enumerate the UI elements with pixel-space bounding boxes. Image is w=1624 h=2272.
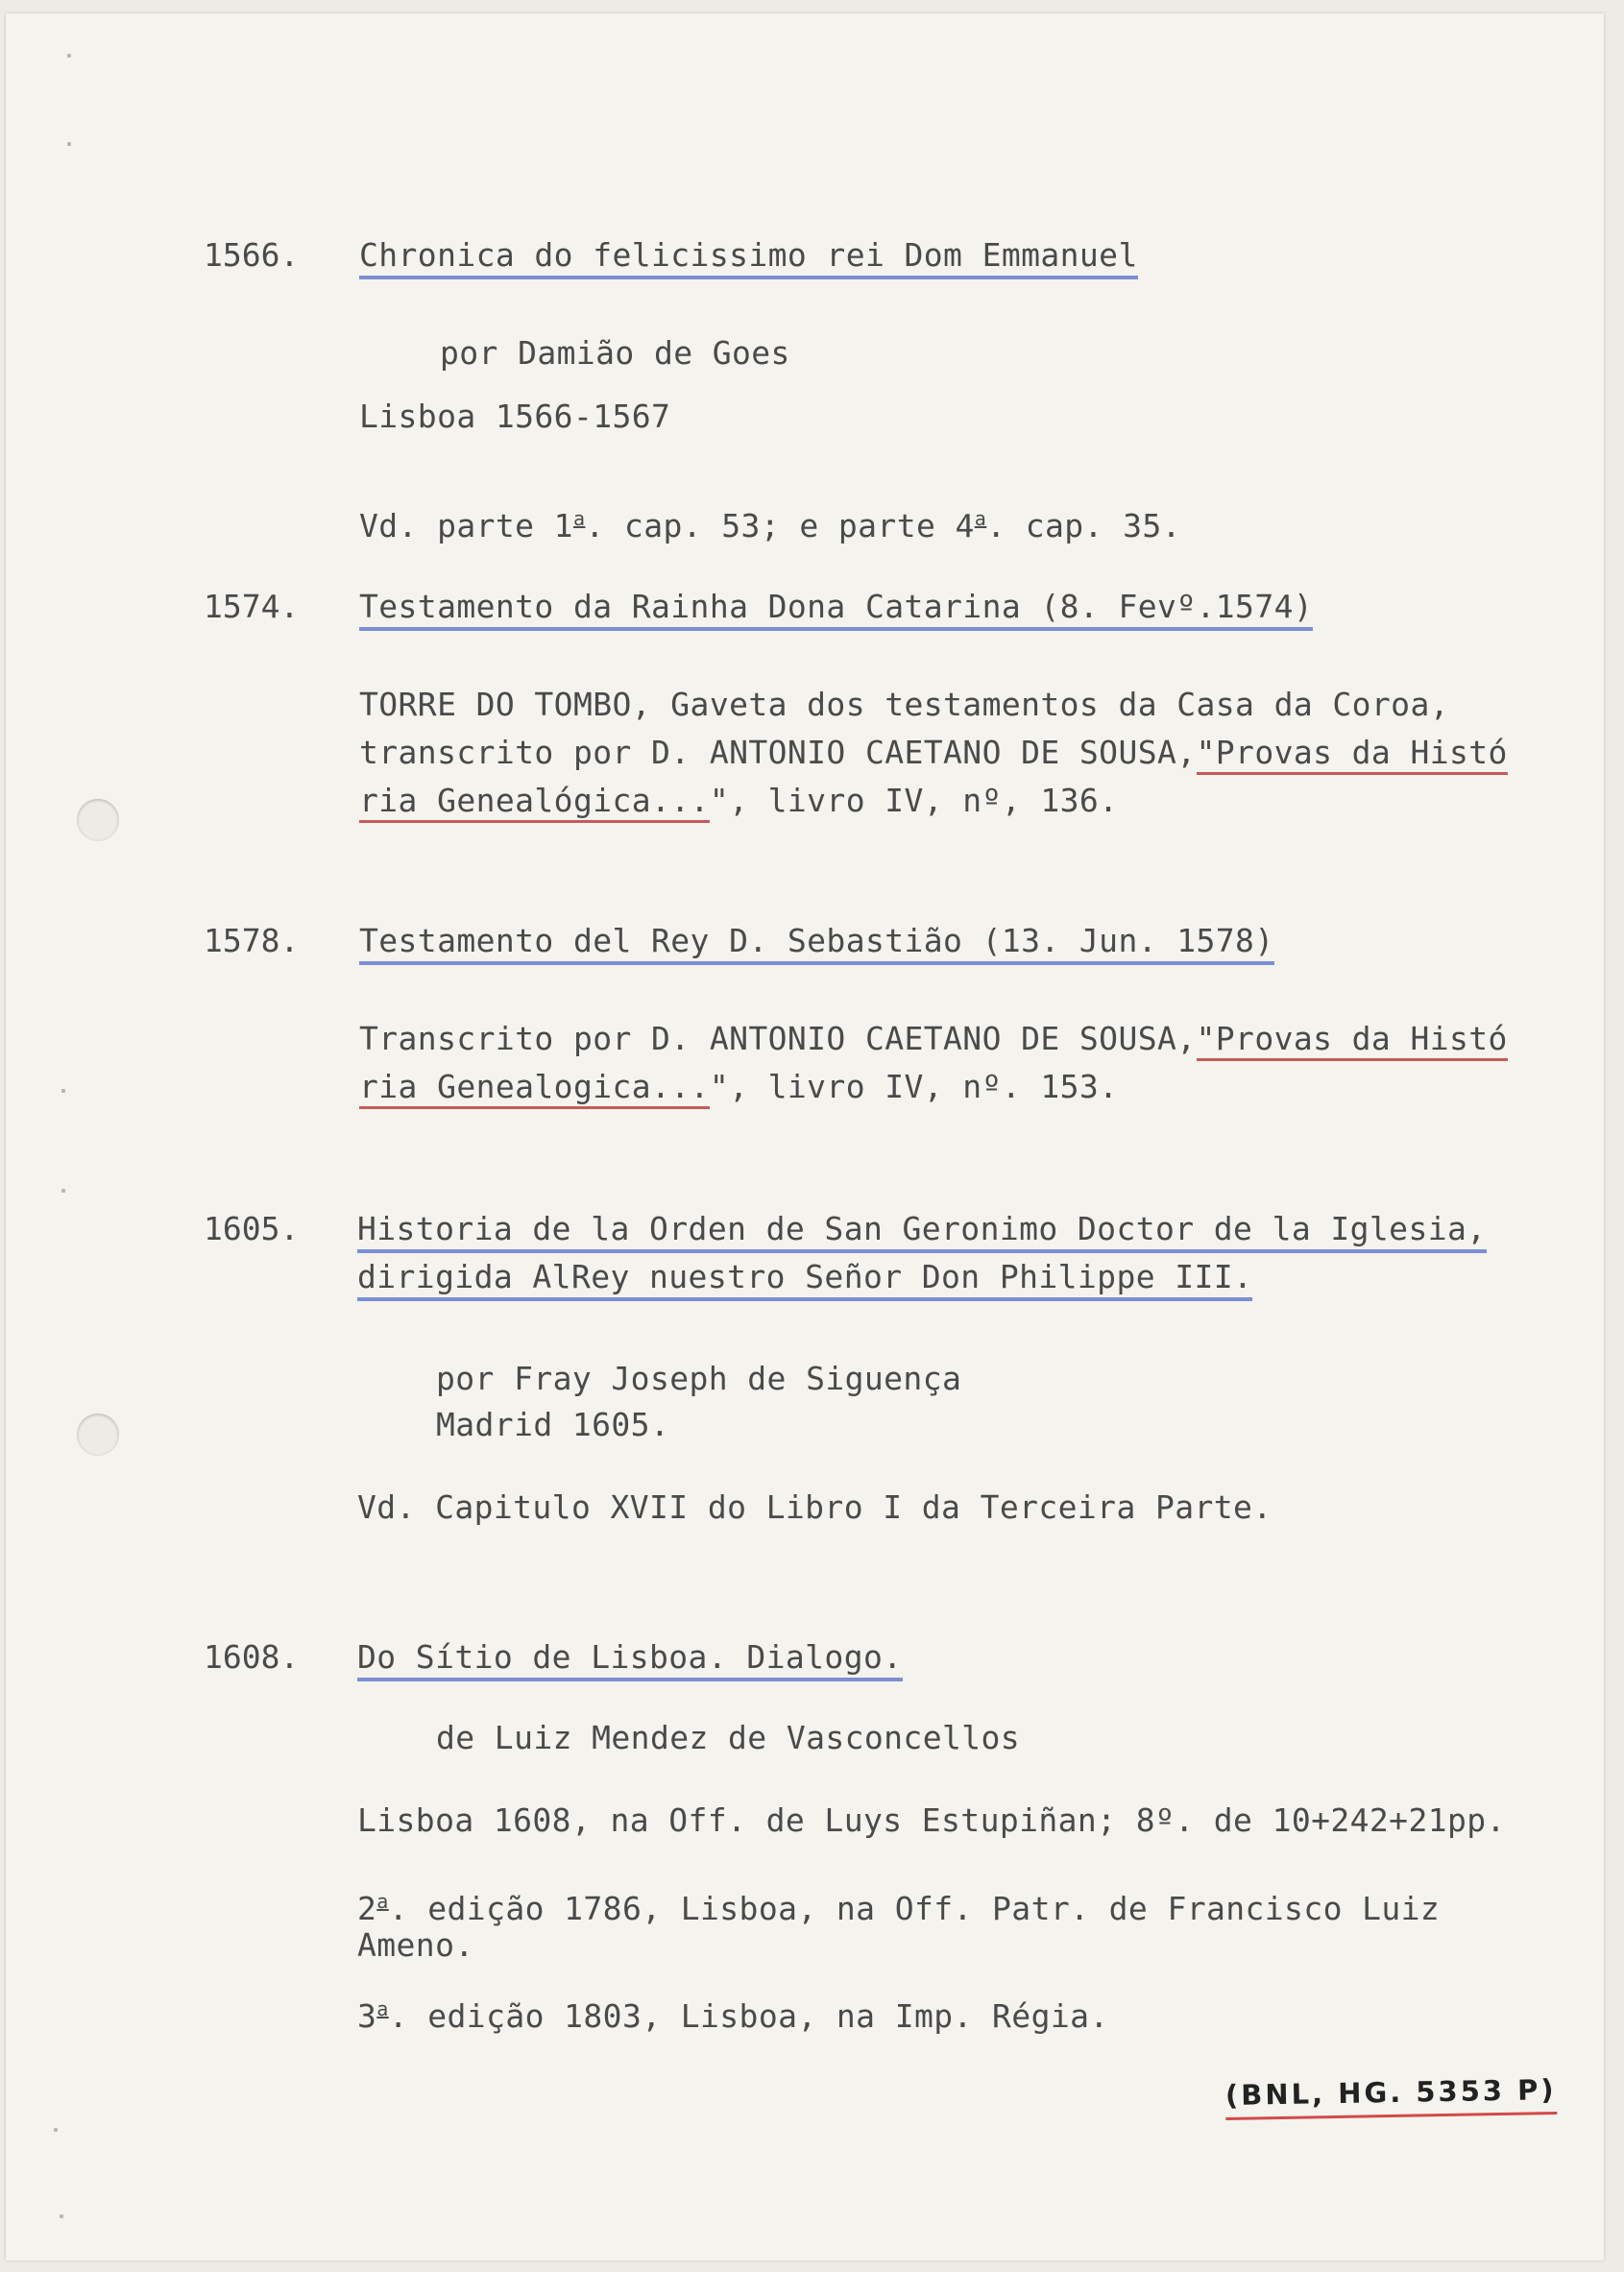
punch-hole-top xyxy=(77,799,119,841)
entry-place: Madrid 1605. xyxy=(436,1406,670,1443)
entry-title-text: Testamento del Rey D. Sebastião (13. Jun. 1578) xyxy=(359,922,1274,965)
entry-title-text: Chronica do felicissimo rei Dom Emmanuel xyxy=(359,236,1138,279)
entry-year: 1566. xyxy=(204,236,300,274)
punch-hole-bottom xyxy=(77,1414,119,1456)
entry-reference xyxy=(359,499,1181,545)
ref-superscript: a xyxy=(974,507,987,530)
entry-title-text: Do Sítio de Lisboa. Dialogo. xyxy=(357,1638,903,1681)
work-title-underlined: "Provas da Histó xyxy=(1197,734,1508,775)
entry-title-text: dirigida AlRey nuestro Señor Don Philippe III. xyxy=(357,1258,1252,1301)
entry-year: 1605. xyxy=(204,1210,300,1247)
edition-superscript: a xyxy=(376,1890,389,1913)
entry-source-line xyxy=(359,782,1118,820)
source-text: ", livro IV, nº. 153. xyxy=(709,1068,1119,1105)
entry-source-line: TORRE DO TOMBO, Gaveta dos testamentos da Casa da Coroa, xyxy=(359,686,1449,723)
paper-speck xyxy=(61,1189,65,1193)
paper-speck xyxy=(60,2214,63,2218)
work-title-underlined: ria Genealogica... xyxy=(359,1068,710,1109)
source-text: Transcrito por D. ANTONIO CAETANO DE SOUSA, xyxy=(359,1020,1197,1057)
paper-speck xyxy=(67,142,71,146)
ref-text: Vd. parte 1 xyxy=(359,507,573,544)
paper-speck xyxy=(54,2128,58,2132)
entry-title xyxy=(357,1638,903,1677)
source-text: ", livro IV, nº, 136. xyxy=(709,782,1119,819)
entry-title-text: Historia de la Orden de San Geronimo Doctor de la Iglesia, xyxy=(357,1210,1487,1253)
entry-year: 1574. xyxy=(204,588,300,625)
entry-edition xyxy=(357,1990,1109,2036)
ref-text: . cap. 53; e parte 4 xyxy=(585,507,975,544)
entry-edition: Ameno. xyxy=(357,1926,474,1964)
entry-title-text: Testamento da Rainha Dona Catarina (8. Fevº.1574) xyxy=(359,588,1313,631)
entry-title xyxy=(359,588,1313,626)
entry-reference: Vd. Capitulo XVII do Libro I da Terceira Parte. xyxy=(357,1488,1273,1526)
entry-title xyxy=(359,236,1138,275)
edition-text: 3 xyxy=(357,1997,377,2035)
entry-year: 1578. xyxy=(204,922,300,959)
entry-source-line xyxy=(359,1020,1508,1058)
entry-place: Lisboa 1566-1567 xyxy=(359,398,671,435)
source-text: transcrito por D. ANTONIO CAETANO DE SOUSA, xyxy=(359,734,1197,771)
shelfmark-handwritten: (BNL, HG. 5353 P) xyxy=(1225,2073,1557,2120)
edition-superscript: a xyxy=(376,1997,389,2020)
paper-speck xyxy=(61,1089,65,1093)
work-title-underlined: ria Genealógica... xyxy=(359,782,710,823)
entry-author: de Luiz Mendez de Vasconcellos xyxy=(436,1719,1021,1756)
edition-text: . edição 1803, Lisboa, na Imp. Régia. xyxy=(388,1997,1109,2035)
entry-title xyxy=(357,1258,1252,1296)
ref-superscript: a xyxy=(572,507,586,530)
entry-author: por Fray Joseph de Siguença xyxy=(436,1360,962,1397)
entry-source-line xyxy=(359,1068,1118,1106)
edition-text: 2 xyxy=(357,1890,377,1927)
paper-speck xyxy=(67,54,71,58)
entry-author: por Damião de Goes xyxy=(440,334,790,372)
entry-edition xyxy=(357,1882,1440,1928)
edition-text: . edição 1786, Lisboa, na Off. Patr. de Francisco Luiz xyxy=(388,1890,1441,1927)
work-title-underlined: "Provas da Histó xyxy=(1197,1020,1508,1061)
entry-title xyxy=(359,922,1274,960)
ref-text: . cap. 35. xyxy=(986,507,1181,544)
entry-source-line xyxy=(359,734,1508,772)
entry-title xyxy=(357,1210,1487,1248)
document-page xyxy=(6,13,1604,2260)
entry-year: 1608. xyxy=(204,1638,300,1676)
entry-place: Lisboa 1608, na Off. de Luys Estupiñan; 8º. de 10+242+21pp. xyxy=(357,1801,1506,1839)
